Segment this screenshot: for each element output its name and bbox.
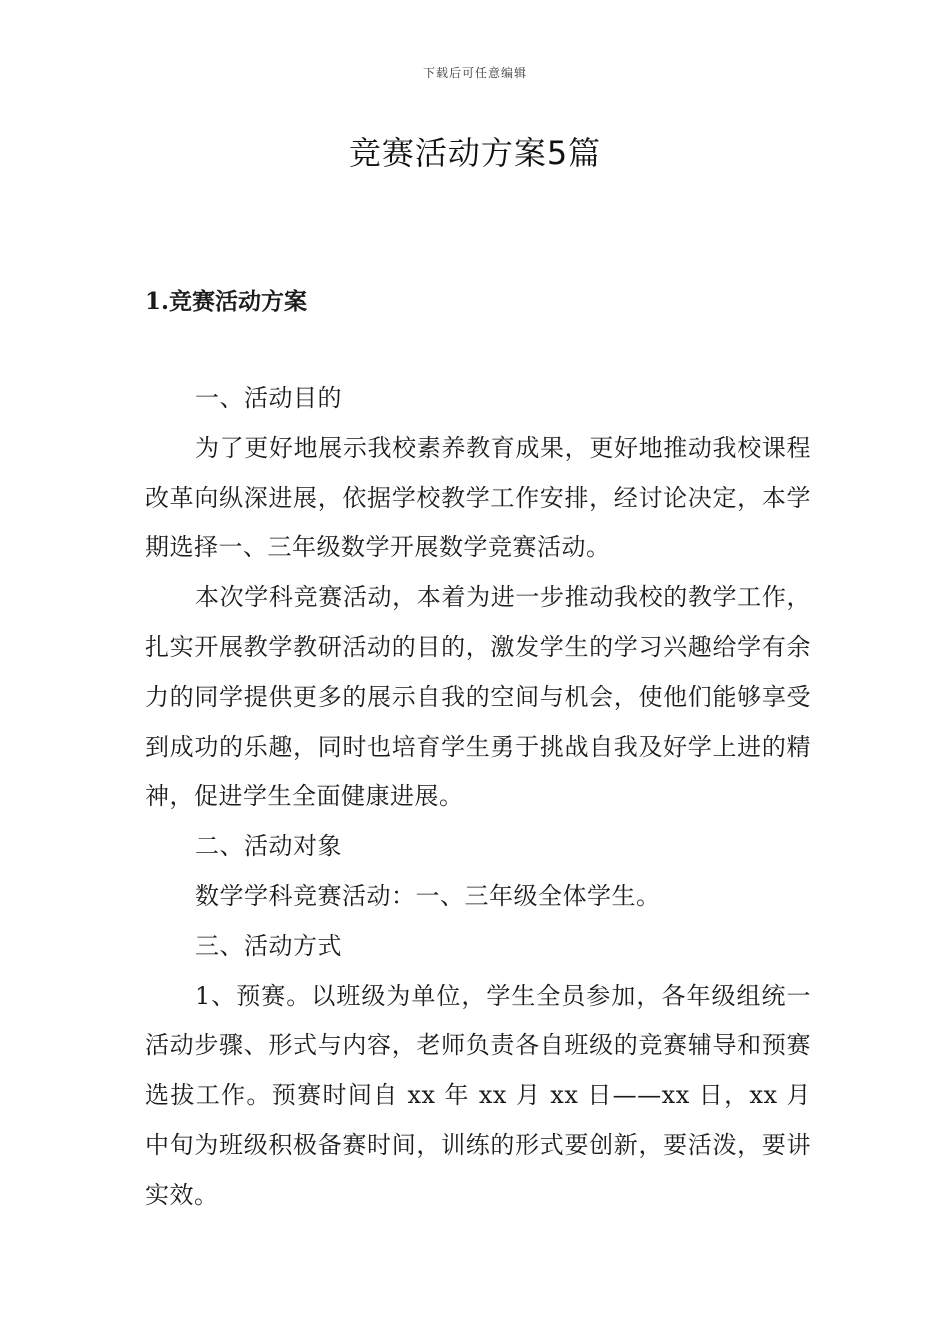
- paragraph-preliminary: 1、预赛。以班级为单位，学生全员参加，各年级组统一活动步骤、形式与内容，老师负责各自班级的竞赛辅导和预赛选拔工作。预赛时间自 xx 年 xx 月 xx 日——xx 日，xx 月中旬为班级积极备赛时间，训练的形式要创新，要活泼，要讲实效。: [145, 981, 811, 1209]
- heading-activity-purpose: 一、活动目的: [195, 384, 342, 412]
- header-note: 下载后可任意编辑: [422, 66, 527, 80]
- paragraph-purpose: 为了更好地展示我校素养教育成果，更好地推动我校课程改革向纵深进展，依据学校教学工作安排，经讨论决定，本学期选择一、三年级数学开展数学竞赛活动。: [145, 433, 811, 562]
- paragraph-competition-intent: 本次学科竞赛活动，本着为进一步推动我校的教学工作，扎实开展教学教研活动的目的，激发学生的学习兴趣给学有余力的同学提供更多的展示自我的空间与机会，使他们能够享受到成功的乐趣，同时也培育学生勇于挑战自我及好学上进的精神，促进学生全面健康进展。: [145, 583, 811, 811]
- document-body: [145, 374, 811, 1221]
- heading-activity-method: 三、活动方式: [195, 931, 342, 960]
- heading-activity-target: 二、活动对象: [195, 832, 342, 861]
- section-heading: 1.竞赛活动方案: [145, 288, 308, 315]
- paragraph-target: 数学学科竞赛活动：一、三年级全体学生。: [195, 881, 661, 910]
- document-title: 竞赛活动方案5篇: [348, 134, 602, 172]
